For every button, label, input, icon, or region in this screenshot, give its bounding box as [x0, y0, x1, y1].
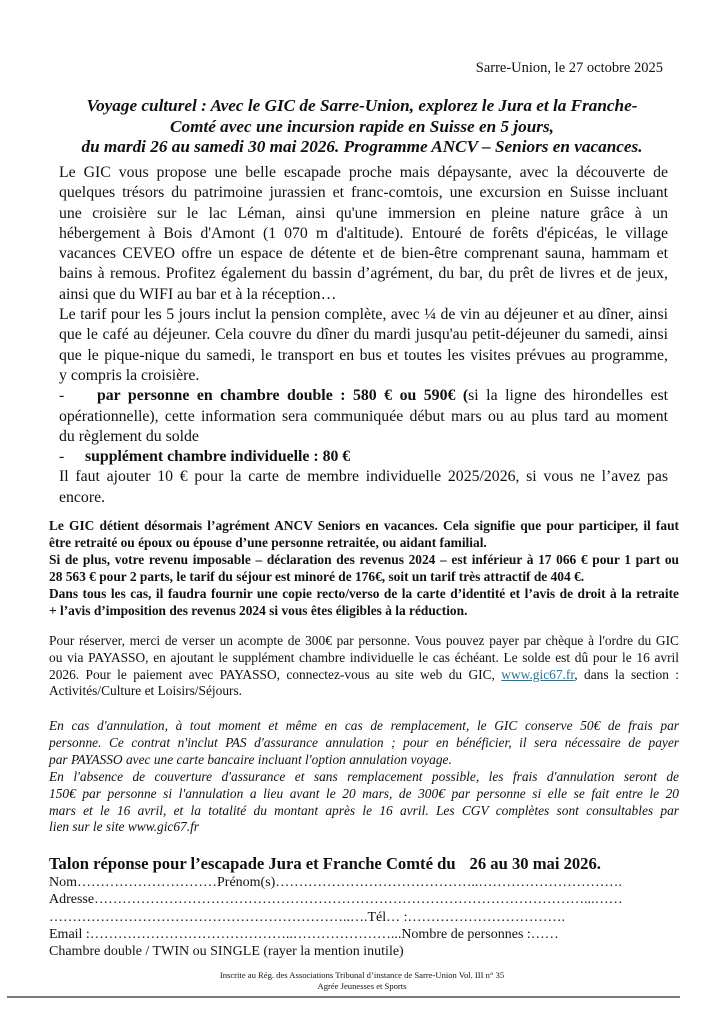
price-double-line2: opérationnelle), cette information sera communiquée début mars ou au plus tard au moment	[59, 407, 668, 425]
document-title	[40, 96, 684, 158]
reply-slip-title	[49, 854, 601, 874]
cancel-line: mars et le 16 avril, et la totalité du montant après le 16 avril. Les CGV complètes sont consultables par	[49, 802, 679, 818]
title-line: Comté avec une incursion rapide en Suisse en 5 jours,	[170, 116, 554, 136]
tarif-line: y compris la croisière.	[59, 366, 200, 384]
phone-field[interactable]: ………………………………………………………..….Tél… :…………………………….	[49, 909, 566, 925]
date-line: Sarre-Union, le 27 octobre 2025	[475, 60, 663, 76]
cancel-line: 150€ par personne si l'annulation a lieu avant le 20 mars, de 300€ par personne si elle se fait entre le 20	[49, 785, 679, 801]
payment-line	[49, 667, 679, 684]
intro-line: quelques trésors du patrimoine jurassien et franc-comtois, une excursion en Suisse incluant	[59, 184, 668, 202]
payment-section	[49, 633, 679, 700]
reply-slip-form	[49, 874, 689, 960]
price-double-bullet	[59, 386, 668, 406]
cancel-line: En cas d'annulation, à tout moment et même en cas de remplacement, le GIC conserve 50€ de frais par	[49, 718, 679, 733]
payment-text: 2026. Pour le paiement avec PAYASSO, connectez-vous au site web du GIC,	[49, 666, 502, 682]
trip-description	[59, 163, 668, 508]
tarif-line: Le tarif pour les 5 jours inclut la pension complète, avec ¼ de vin au déjeuner et au dîner, ainsi	[59, 306, 668, 324]
ancv-line: 28 563 € pour 2 parts, le tarif du séjour est minoré de 176€, soit un tarif très attractif de 404 €.	[49, 568, 585, 584]
ancv-section	[49, 518, 679, 619]
intro-line: ainsi que du WIFI au bar et à la réception…	[59, 285, 337, 303]
room-type-choice[interactable]: Chambre double / TWIN ou SINGLE (rayer la mention inutile)	[49, 944, 404, 960]
ancv-line: Si de plus, votre revenu imposable – déclaration des revenus 2024 – est inférieur à 17 066 € pour 1 part ou	[49, 551, 679, 567]
single-supplement-label: supplément chambre individuelle : 80 €	[85, 448, 351, 466]
bullet-dash: -	[59, 448, 65, 466]
cancel-line: par PAYASSO avec une carte bancaire incluant l'option annulation voyage.	[49, 751, 452, 767]
name-field[interactable]: Nom…………………………Prénom(s)……………………………………..………………………….	[49, 875, 622, 890]
bullet-dash: -	[59, 387, 65, 405]
intro-line: bains à remous. Profitez également du bassin d’agrément, du bar, du prêt de livres et de jeux,	[59, 265, 668, 283]
ancv-line: Dans tous les cas, il faudra fournir une copie recto/verso de la carte d’identité et l’avis de droit à la retraite	[49, 585, 679, 601]
payment-line: Pour réserver, merci de verser un acompte de 300€ par personne. Vous pouvez payer par chèque à l'ordre du GIC	[49, 633, 679, 648]
intro-line: Le GIC vous propose une belle escapade proche mais dépaysante, avec la découverte de	[59, 164, 668, 181]
cancellation-section	[49, 718, 679, 836]
title-line: Voyage culturel : Avec le GIC de Sarre-Union, explorez le Jura et la Franche-	[86, 96, 638, 115]
website-link[interactable]: www.gic67.fr	[501, 666, 575, 682]
cancel-line: En l'absence de couverture d'assurance et sans remplacement possible, les frais d'annulation seront de	[49, 768, 679, 784]
payment-line: ou via PAYASSO, en ajoutant le supplément chambre individuelle le cas échéant. Le solde est dû pour le 16 avril	[49, 649, 679, 665]
single-supplement-bullet	[59, 447, 668, 467]
email-persons-field[interactable]: Email :……………………………………..…………………...Nombre de personnes :……	[49, 926, 559, 942]
ancv-line: être retraité ou époux ou épouse d’une personne retraitée, ou aidant familial.	[49, 534, 487, 550]
intro-line: hébergement à Bois d'Amont (1 070 m d'altitude). Entouré de forêts d'épicéas, le village	[59, 224, 668, 242]
address-field[interactable]: Adresse……………………………………………………………………………………………...……	[49, 892, 623, 908]
footer-rule	[7, 996, 680, 998]
footer-approval: Agrée Jeunesses et Sports	[317, 981, 407, 991]
membership-line: Il faut ajouter 10 € pour la carte de membre individuelle 2025/2026, si vous ne l’avez pas	[59, 468, 668, 486]
membership-line: encore.	[59, 488, 106, 506]
reply-slip-title-text: Talon réponse pour l’escapade Jura et Franche Comté du	[49, 854, 456, 873]
footer	[0, 970, 724, 992]
reply-slip-dates: 26 au 30 mai 2026.	[469, 854, 601, 873]
tarif-line: que le café au déjeuner. Cela couvre du dîner du mardi jusqu'au petit-déjeuner du samedi, ainsi	[59, 326, 668, 344]
ancv-line: + l’avis d’imposition des revenus 2024 si vous êtes éligibles à la réduction.	[49, 602, 468, 618]
tarif-line: que le pique-nique du samedi, le transport en bus et toutes les visites prévues au programme,	[59, 346, 668, 364]
cancel-line: personne. Ce contrat n'inclut PAS d'assurance annulation ; pour en bénéficier, il sera nécessaire de payer	[49, 734, 679, 750]
intro-line: vacances CEVEO offre un espace de détente et de bien-être comprenant sauna, hammam et	[59, 245, 668, 263]
price-double-label: par personne en chambre double : 580 € ou 590€ (	[97, 387, 469, 405]
title-line: du mardi 26 au samedi 30 mai 2026. Programme ANCV – Seniors en vacances.	[81, 137, 643, 156]
footer-registration: Inscrite au Rég. des Associations Tribunal d’instance de Sarre-Union Vol. III n° 35	[219, 970, 505, 980]
intro-line: une croisière sur le lac Léman, ainsi qu'une immersion en pleine nature grâce à un	[59, 204, 668, 222]
ancv-line: Le GIC détient désormais l’agrément ANCV Seniors en vacances. Cela signifie que pour participer, il faut	[49, 518, 679, 533]
price-double-line3: du règlement du solde	[59, 427, 199, 445]
payment-text: , dans la section :	[574, 666, 679, 682]
payment-line: Activités/Culture et Loisirs/Séjours.	[49, 683, 243, 699]
price-double-note: si la ligne des hirondelles est	[468, 387, 668, 405]
cancel-line: lien sur le site www.gic67.fr	[49, 819, 200, 835]
